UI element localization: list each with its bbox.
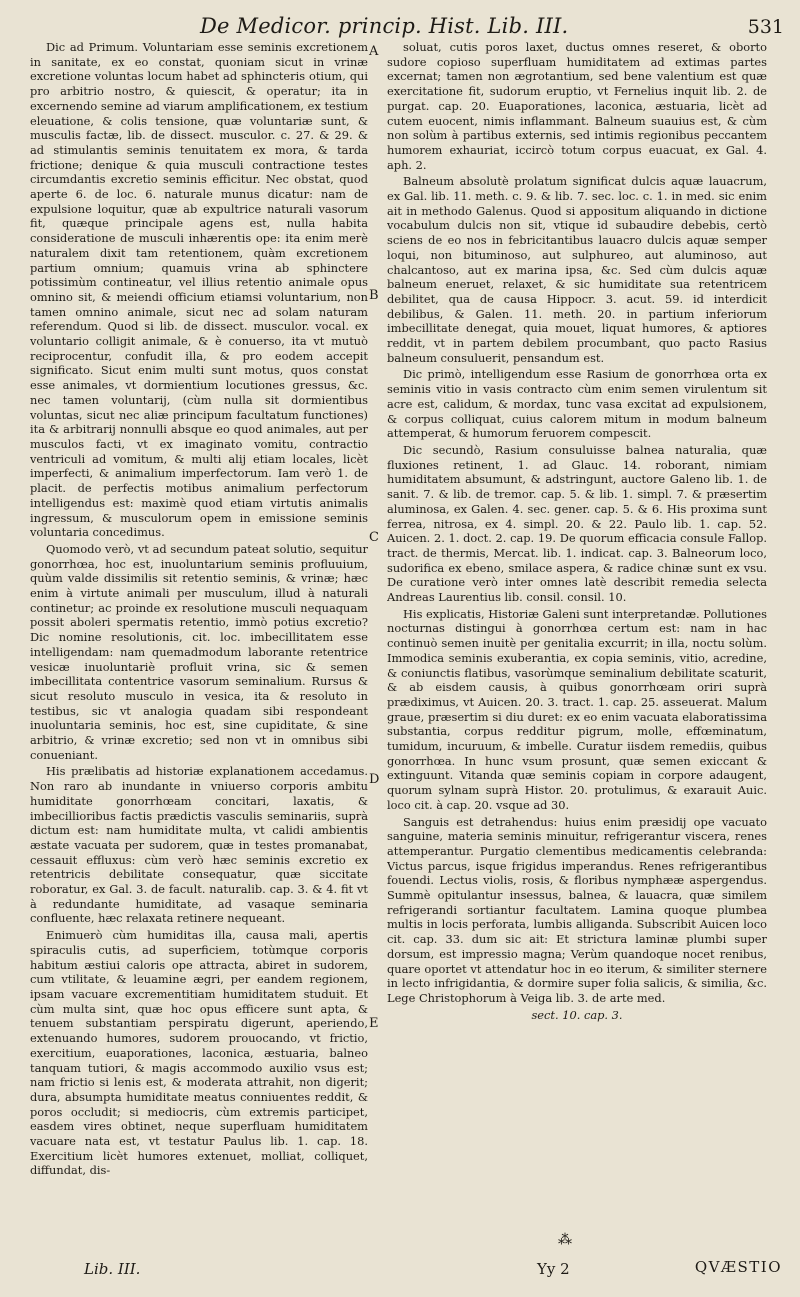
margin-marker-b: B — [369, 288, 379, 303]
left-column — [30, 40, 368, 1245]
signature-mark: Yy 2 — [537, 1260, 570, 1278]
asterism-ornament: ⁂ — [558, 1232, 574, 1248]
closing-line: sect. 10. cap. 3. — [531, 1007, 623, 1022]
margin-marker-a: A — [369, 44, 379, 59]
right-paragraph-6: Sanguis est detrahendus: huius enim præsidij ope vacuato sanguine, materia seminis minuitur, refrigerantur viscera, renes attemperantur. Purgatio clementibus medicamentis celebranda: Victus parcus, isque frigidus imperandus. Renes refrigerantibus fouendi. Lectus violis, rosis, & floribus nymphææ aspergendus. Summè opitulantur insessus, balnea, & lauacra, quæ similem refrigerandi sortiantur facultatem. Lamina quoque plumbea multis in locis perforata, lumbis alliganda. Subscribit Auicen loco cit. cap. 33. dum sic ait: Et strictura laminæ plumbi super dorsum, est impressio magna; Verùm quandoque nocet renibus, quare oportet vt attendatur hoc in eo iterum, & similiter sternere in lecto infrigidantia, & dormire super folia salicis, & similia, &c. Lege Christophorum à Veiga lib. 3. de arte med. — [387, 814, 767, 1005]
right-paragraph-2: Balneum absolutè prolatum significat dulcis aquæ lauacrum, ex Gal. lib. 11. meth. c. 9. & lib. 7. sec. loc. c. 1. in med. sic enim ait in methodo Galenus. Quod si appositum aliquando in dictione vocabulum dulcis non sit, vtique id subaudire debebis, certò sciens de eo nos in febricitantibus lauacro dulcis aquæ semper loqui, non bituminoso, aut sulphureo, aut aluminoso, aut chalcantoso, aut ex marina ipsa, &c. Sed cùm dulcis aquæ balneum eneruet, relaxet, & sic humiditate sua retentricem debilitet, qua de causa Hippocr. 3. acut. 59. id interdicit debilibus, & Galen. 11. meth. 20. in partium inferiorum imbecillitate denegat, quia mouet, liquat humores, & aptiores reddit, vt in partem debilem procumbant, quo pacto Rasius balneum consuluerit, pensandum est. — [387, 174, 767, 365]
right-paragraph-5: His explicatis, Historiæ Galeni sunt interpretandæ. Pollutiones nocturnas distingui à gonorrhœa certum est: nam in hac continuò semen inuitè per genitalia excurrit; in illa, noctu solùm. Immodica seminis exuberantia, ex copia seminis, vitio, acredine, & coniunctis flatibus, vasorùmque seminalium debilitate scaturit, & ab eisdem causis, à quibus gonorrhœam oriri suprà prædiximus, vt Auicen. 20. 3. tract. 1. cap. 25. asseuerat. Malum graue, præsertim si diu duret: ex eo enim vacuata elaboratissima substantia, corpus redditur pigrum, molle, effœminatum, tumidum, incuruum, & imbelle. Curatur iisdem remediis, quibus gonorrhœa. In hunc vsum prosunt, quæ semen exiccant & extinguunt. Vitanda quæ seminis copiam in corpore adaugent, quorum sylnam suprà Histor. 20. protulimus, & exarauit Auic. loco cit. à cap. 20. vsque ad 30. — [387, 606, 767, 812]
left-paragraph-3: His prælibatis ad historiæ explanationem accedamus. Non raro ab inundante in vniuerso corporis ambitu humiditate gonorrhœam concitari, laxatis, & imbecillioribus factis prædictis vasculis seminariis, suprà dictum est: nam humiditate multa, vt calidi ambientis æstate vacuata per sudorem, quæ in testes promanabat, cessauit effluxus: cùm verò hæc seminis excretio ex retentricis debilitate consequatur, quæ siccitate roboratur, ex Gal. 3. de facult. naturalib. cap. 3. & 4. fit vt à redundante humiditate, ad vasaque seminaria confluente, hæc relaxata retinere nequeant. — [30, 764, 368, 926]
page-header — [0, 8, 800, 42]
book-label: Lib. III. — [84, 1260, 141, 1278]
page-footer — [0, 1232, 800, 1292]
running-title: De Medicor. princip. Hist. Lib. III. — [200, 14, 569, 38]
page-number: 531 — [747, 16, 784, 38]
right-paragraph-3: Dic primò, intelligendum esse Rasium de gonorrhœa orta ex seminis vitio in vasis contracto cùm enim semen virulentum sit acre est, calidum, & mordax, tunc vasa excitat ad expulsionem, & corpus colliquat, cuius calorem mitum in modum balneum attemperat, & humorum feruorem compescit. — [387, 367, 767, 441]
left-paragraph-1: Dic ad Primum. Voluntariam esse seminis excretionem in sanitate, ex eo constat, quoniam sicut in vrinæ excretione voluntas locum habet ad sphincteris otium, qui pro arbitrio nostro, & quiescit, & operatur; ita in excernendo semine ad viarum amplificationem, ex testium eleuatione, & colis tensione, quæ voluntariæ sunt, & musculis factæ, lib. de dissect. musculor. c. 27. & 29. & ad stimulantis seminis tenuitatem ex mora, & tarda frictione; denique & quia musculi contractione testes circumdantis excretio seminis efficitur. Nec obstat, quod aperte 6. de loc. 6. naturale munus dicatur: nam de expulsione loquitur, quæ ab expultrice naturali vasorum fit, quæque principale agens est, nulla habita consideratione de musculi inhærentis ope: ita enim merè naturalem dixit tam retentionem, quàm excretionem partium omnium; quamuis vrina ab sphinctere potissimùm contineatur, vel illius retentio animale opus omnino sit, & meiendi officium etiamsi voluntarium, non tamen omnino animale, sicut nec ad solam naturam referendum. Quod si lib. de dissect. musculor. vocal. ex voluntario colligit animale, & è conuerso, ita vt mutuò reciprocentur, confudit illa, & pro eodem accepit significato. Sicut enim multi sunt motus, quos constat esse animales, vt dormientium locutiones gressus, &c. nec tamen voluntarij, (cùm nulla sit dormientibus voluntas, sicut nec aliæ principum facultatum functiones) ita & arbitrarij nonnulli absque eo quod animales, aut per musculos facti, vt ex imaginato vomitu, contractio ventriculi ad vomitum, & multi alij etiam locales, licèt imperfecti, & animalium imperfectorum. Iam verò 1. de placit. de perfectis motibus animalium perfectorum intelligendus est: maximè quod etiam virtutis animalis ingressum, & musculorum opem in emissione seminis voluntaria concedimus. — [30, 40, 368, 540]
right-paragraph-1: soluat, cutis poros laxet, ductus omnes reseret, & oborto sudore copioso superfluam humiditatem ad extimas partes excernat; tamen non ægrotantium, sed bene valentium est quæ exercitatione fit, sudorum eruptio, vt Fernelius inquit lib. 2. de purgat. cap. 20. Euaporationes, laconica, æstuaria, licèt ad cutem euocent, nimis inflammant. Balneum suauius est, & cùm non solùm à partibus externis, sed intimis regionibus peccantem humorem exhauriat, iccircò totum corpus euacuat, ex Gal. 4. aph. 2. — [387, 40, 767, 172]
left-paragraph-4: Enimuerò cùm humiditas illa, causa mali, apertis spiraculis cutis, ad superficiem, totùmque corporis habitum æstiui caloris ope attracta, abiret in sudorem, cum vtilitate, & leuamine ægri, per eandem regionem, ipsam vacuare excrementitiam humiditatem studuit. Et cùm multa sint, quæ hoc opus efficere sunt apta, & tenuem substantiam perspiratu digerunt, aperiendo, extenuando humores, sudorem prouocando, vt frictio, exercitium, euaporationes, laconica, æstuaria, balneo tanquam tutiori, & magis accommodo auxilio vsus est; nam frictio si lenis est, & moderata attrahit, non digerit; dura, absumpta humiditate meatus conniuentes reddit, & poros occludit; si mediocris, cùm extremis participet, easdem vires obtinet, neque superfluam humiditatem vacuare nata est, vt testatur Paulus lib. 1. cap. 18. Exercitium licèt humores extenuet, molliat, colliquet, diffundat, dis- — [30, 928, 368, 1178]
right-column — [387, 40, 767, 1245]
right-paragraph-4: Dic secundò, Rasium consuluisse balnea naturalia, quæ fluxiones retinent, 1. ad Glauc. 14. roborant, nimiam humiditatem absumunt, & adstringunt, auctore Galeno lib. 1. de sanit. 7. & lib. de tremor. cap. 5. & lib. 1. simpl. 7. & præsertim aluminosa, ex Galen. 4. sec. gener. cap. 5. & 6. His proxima sunt ferrea, nitrosa, ex 4. simpl. 20. & 22. Paulo lib. 1. cap. 52. Auicen. 2. 1. doct. 2. cap. 19. De quorum efficacia consule Fallop. tract. de thermis, Mercat. lib. 1. indicat. cap. 3. Balneorum loco, sudorifica ex ebeno, smilace aspera, & radice chinæ sunt ex vsu. De curatione verò inter omnes latè describit remedia selecta Andreas Laurentius lib. consil. consil. 10. — [387, 442, 767, 605]
margin-marker-c: C — [369, 530, 379, 545]
left-paragraph-2: Quomodo verò, vt ad secundum pateat solutio, sequitur gonorrhœa, hoc est, inuoluntarium seminis profluuium, quùm valde dissimilis sit retentio seminis, & vrinæ; hæc enim à virtute animali per musculum, illud à naturali continetur; ac proinde ex resolutione musculi nequaquam possit aboleri spermatis retentio, immò potius excretio? Dic nomine resolutionis, cit. loc. imbecillitatem esse intelligendam: nam quemadmodum laborante retentrice vesicæ inuoluntariè profluit vrina, sic & semen imbecillitata contentrice vasorum seminalium. Rursus & sicut resoluto musculo in vesica, ita & resoluto in testibus, sic vt analogia quadam sibi respondeant inuoluntaria seminis, hoc est, sine cupiditate, & sine arbitrio, & vrinæ excretio; sed non vt in omnibus sibi conueniant. — [30, 541, 368, 762]
margin-marker-d: D — [369, 772, 380, 787]
margin-marker-e: E — [369, 1016, 379, 1031]
catchword: QVÆSTIO — [694, 1258, 782, 1276]
